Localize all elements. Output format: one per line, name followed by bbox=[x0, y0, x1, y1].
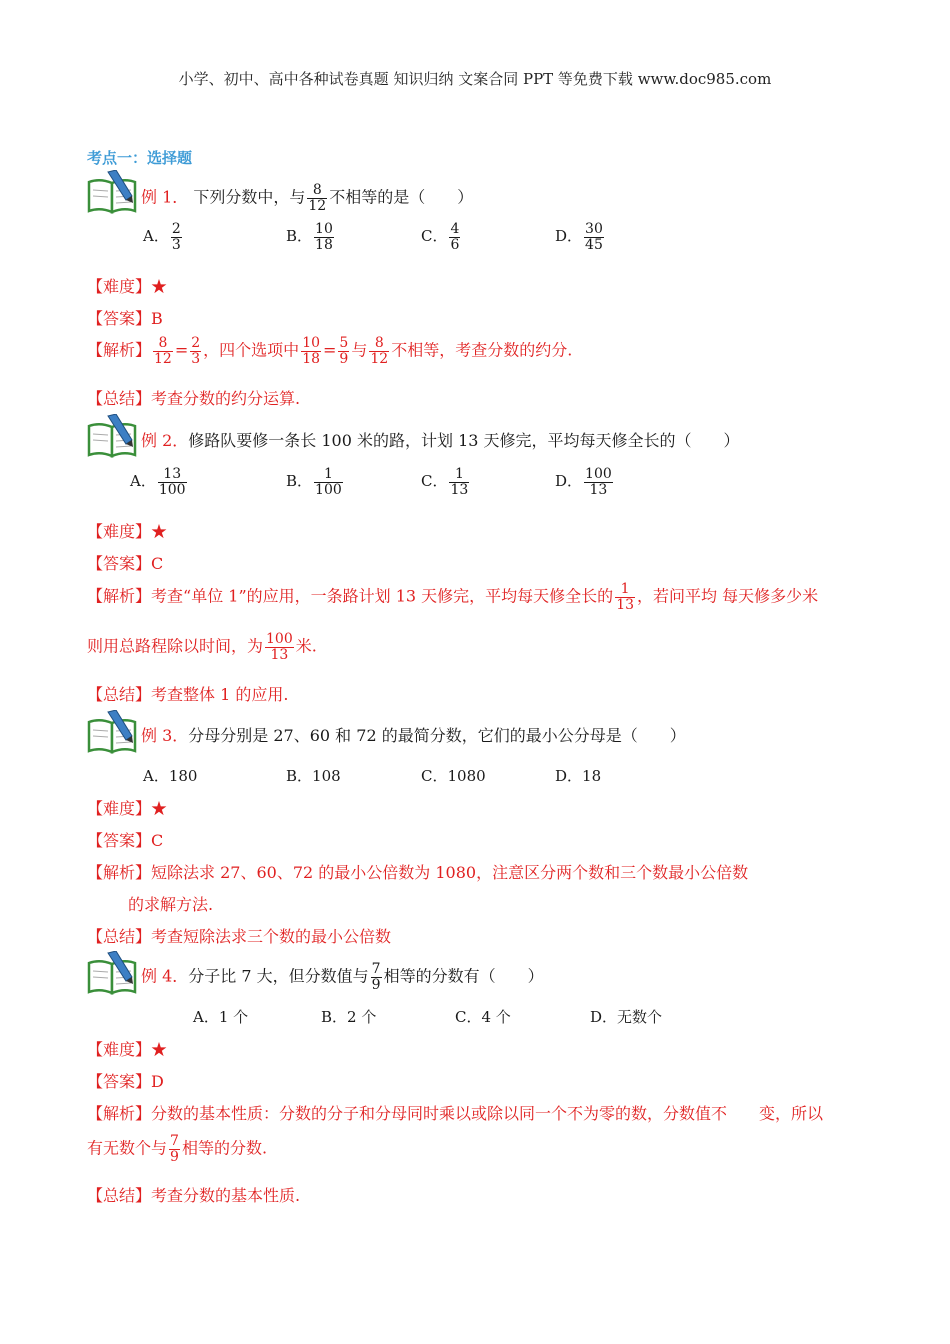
question-stem: 修路队要修一条长 100 米的路，计划 13 天修完，平均每天修全长的（ ） bbox=[188, 431, 740, 450]
analysis-row: 【解析】短除法求 27、60、72 的最小公倍数为 1080，注意区分两个数和三个数最小公倍数 bbox=[87, 863, 749, 882]
question-stem: 相等的分数有（ ） bbox=[383, 966, 544, 986]
answer-row: 【答案】D bbox=[87, 1072, 164, 1091]
option-b: B． $\frac{1}{100}$ bbox=[286, 466, 342, 498]
analysis-row-continued: 有无数个与 $\frac{7}{9}$ 相等的分数. bbox=[87, 1133, 268, 1165]
book-pencil-icon bbox=[86, 414, 140, 460]
option-a: A．1 个 bbox=[193, 1008, 249, 1026]
difficulty-row: 【难度】★ bbox=[87, 799, 168, 818]
question-stem: 下列分数中，与 bbox=[193, 187, 306, 207]
answer-row: 【答案】C bbox=[87, 831, 164, 850]
option-d: D．无数个 bbox=[590, 1008, 663, 1026]
summary-row: 【总结】考查分数的基本性质. bbox=[87, 1186, 301, 1205]
analysis-row-continued: 则用总路程除以时间，为 $\frac{100}{13}$ 米. bbox=[87, 631, 317, 663]
option-b: B．108 bbox=[286, 767, 341, 785]
star-icon: ★ bbox=[151, 522, 168, 541]
difficulty-row: 【难度】★ bbox=[87, 277, 168, 296]
book-pencil-icon bbox=[86, 170, 140, 216]
option-d: D． $\frac{30}{45}$ bbox=[555, 221, 603, 253]
section-title: 考点一：选择题 bbox=[87, 149, 193, 167]
difficulty-row: 【难度】★ bbox=[87, 522, 168, 541]
analysis-row: 【解析】分数的基本性质：分数的分子和分母同时乘以或除以同一个不为零的数，分数值不 变，所以 bbox=[87, 1104, 824, 1123]
option-d: D．18 bbox=[555, 767, 602, 785]
option-a: A． $\frac{2}{3}$ bbox=[143, 221, 181, 253]
question-stem: 分母分别是 27、60 和 72 的最简分数，它们的最小公分母是（ ） bbox=[188, 726, 686, 745]
star-icon: ★ bbox=[151, 799, 168, 818]
option-a: A． $\frac{13}{100}$ bbox=[130, 466, 186, 498]
question-stem: 不相等的是（ ） bbox=[329, 187, 474, 207]
answer-row: 【答案】B bbox=[87, 309, 163, 328]
star-icon: ★ bbox=[151, 1040, 168, 1059]
option-c: C． $\frac{4}{6}$ bbox=[421, 221, 460, 253]
question-2: 例 2．修路队要修一条长 100 米的路，计划 13 天修完，平均每天修全长的（ ） bbox=[141, 431, 740, 450]
fraction: $\frac{8}{12}$ bbox=[308, 182, 327, 214]
book-pencil-icon bbox=[86, 951, 140, 997]
summary-row: 【总结】考查短除法求三个数的最小公倍数 bbox=[87, 927, 392, 946]
question-1 bbox=[141, 183, 473, 213]
option-a: A．180 bbox=[143, 767, 198, 785]
analysis-row: 【解析】 $\frac{8}{12}$ = $\frac{2}{3}$ ，四个选项中 $\frac{10}{18}$ = $\frac{5}{9}$ 与 $\frac{8}{12}$ 不相等，考查分数的约分. bbox=[87, 335, 573, 367]
star-icon: ★ bbox=[151, 277, 168, 296]
option-b: B． $\frac{10}{18}$ bbox=[286, 221, 333, 253]
page-header: 小学、初中、高中各种试卷真题 知识归纳 文案合同 PPT 等免费下载 www.doc985.com bbox=[178, 70, 772, 88]
analysis-row: 【解析】考查“单位 1”的应用，一条路计划 13 天修完，平均每天修全长的 $\frac{1}{13}$ ，若问平均 每天修多少米 bbox=[87, 581, 819, 613]
option-c: C．4 个 bbox=[455, 1008, 511, 1026]
summary-row: 【总结】考查分数的约分运算. bbox=[87, 389, 301, 408]
analysis-row-continued: 的求解方法. bbox=[128, 895, 214, 914]
question-3: 例 3．分母分别是 27、60 和 72 的最简分数，它们的最小公分母是（ ） bbox=[141, 726, 686, 745]
option-c: C．1080 bbox=[421, 767, 486, 785]
answer-row: 【答案】C bbox=[87, 554, 164, 573]
question-4: 例 4．分子比 7 大，但分数值与 $\frac{7}{9}$ 相等的分数有（ ） bbox=[141, 961, 544, 993]
book-pencil-icon bbox=[86, 710, 140, 756]
question-stem: 分子比 7 大，但分数值与 bbox=[188, 966, 369, 986]
summary-row: 【总结】考查整体 1 的应用. bbox=[87, 685, 289, 704]
question-label: 例 1． bbox=[141, 187, 189, 207]
difficulty-row: 【难度】★ bbox=[87, 1040, 168, 1059]
option-b: B．2 个 bbox=[321, 1008, 377, 1026]
option-c: C． $\frac{1}{13}$ bbox=[421, 466, 469, 498]
option-d: D． $\frac{100}{13}$ bbox=[555, 466, 612, 498]
